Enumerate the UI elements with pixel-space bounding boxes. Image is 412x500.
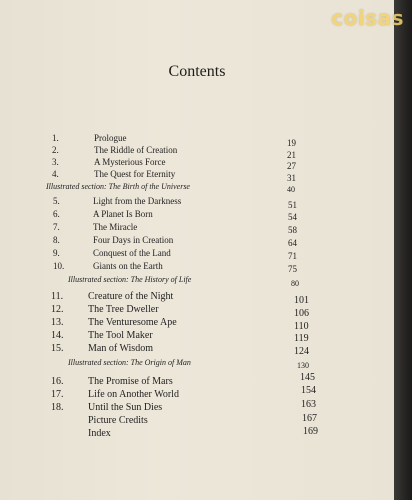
toc-entry-number: 13.	[51, 317, 64, 328]
page-title: Contents	[168, 63, 226, 80]
toc-entry-label: The Quest for Eternity	[94, 169, 176, 179]
watermark-logo: coisas	[331, 6, 404, 30]
book-spine	[394, 0, 412, 500]
toc-entry-page: 101	[294, 295, 309, 306]
toc-entry-label: Creature of the Night	[88, 291, 174, 302]
toc-entry-page: 80	[291, 279, 299, 288]
toc-entry-label: Four Days in Creation	[93, 235, 174, 245]
toc-entry-label: The Venturesome Ape	[88, 317, 177, 328]
toc-entry-label: The Miracle	[93, 222, 138, 232]
toc-entry-label: The Riddle of Creation	[94, 145, 178, 155]
toc-entry-page: 31	[287, 173, 296, 183]
toc-entry-page: 54	[288, 212, 297, 222]
toc-entry-page: 119	[294, 333, 309, 344]
toc-entry-number: 18.	[51, 402, 64, 413]
toc-entry-number: 1.	[52, 133, 59, 143]
toc-entry-label: Prologue	[94, 133, 127, 143]
toc-entry-number: 17.	[51, 389, 64, 400]
toc-entry-label: Illustrated section: The Birth of the Universe	[46, 182, 190, 191]
toc-entry-page: 163	[301, 399, 316, 410]
toc-entry-number: 7.	[53, 222, 60, 232]
toc-entry-label: Life on Another World	[88, 389, 179, 400]
toc-entry-page: 64	[288, 238, 297, 248]
toc-entry-number: 16.	[51, 376, 64, 387]
toc-entry-label: A Mysterious Force	[94, 157, 166, 167]
toc-entry-page: 40	[287, 185, 295, 194]
toc-entry-number: 6.	[53, 209, 60, 219]
toc-entry-label: The Tool Maker	[88, 330, 153, 341]
toc-entry-label: The Tree Dweller	[88, 304, 159, 315]
toc-entry-page: 51	[288, 200, 297, 210]
toc-entry-number: 10.	[53, 261, 65, 271]
toc-entry-label: Illustrated section: The History of Life	[68, 275, 192, 284]
toc-entry-label: The Promise of Mars	[88, 376, 173, 387]
toc-entry-label: Light from the Darkness	[93, 196, 182, 206]
toc-entry-label: Illustrated section: The Origin of Man	[68, 358, 191, 367]
toc-entry-label: Index	[88, 428, 111, 439]
toc-entry-page: 75	[288, 264, 297, 274]
toc-entry-number: 2.	[52, 145, 59, 155]
toc-entry-number: 14.	[51, 330, 64, 341]
toc-entry-page: 27	[287, 161, 296, 171]
toc-entry-page: 167	[302, 413, 317, 424]
toc-entry-page: 154	[301, 385, 316, 396]
toc-entry-number: 9.	[53, 248, 60, 258]
toc-entry-page: 145	[300, 372, 315, 383]
toc-entry-label: Man of Wisdom	[88, 343, 153, 354]
toc-entry-number: 3.	[52, 157, 59, 167]
toc-entry-label: Conquest of the Land	[93, 248, 171, 258]
toc-entry-number: 11.	[51, 291, 64, 302]
toc-entry-page: 130	[297, 361, 309, 370]
toc-entry-label: Giants on the Earth	[93, 261, 163, 271]
toc-entry-page: 106	[294, 308, 309, 319]
toc-entry-number: 8.	[53, 235, 60, 245]
toc-entry-page: 21	[287, 150, 296, 160]
toc-entry-label: A Planet Is Born	[93, 209, 153, 219]
toc-entry-page: 19	[287, 138, 296, 148]
toc-entry-label: Until the Sun Dies	[88, 402, 163, 413]
toc-entry-number: 5.	[53, 196, 60, 206]
toc-entry-page: 58	[288, 225, 297, 235]
toc-entry-page: 71	[288, 251, 297, 261]
toc-entry-page: 169	[303, 426, 318, 437]
toc-entry-number: 12.	[51, 304, 64, 315]
toc-entry-number: 4.	[52, 169, 59, 179]
toc-entry-page: 124	[294, 346, 309, 357]
toc-entry-page: 110	[294, 321, 309, 332]
toc-entry-number: 15.	[51, 343, 64, 354]
toc-entry-label: Picture Credits	[88, 415, 148, 426]
